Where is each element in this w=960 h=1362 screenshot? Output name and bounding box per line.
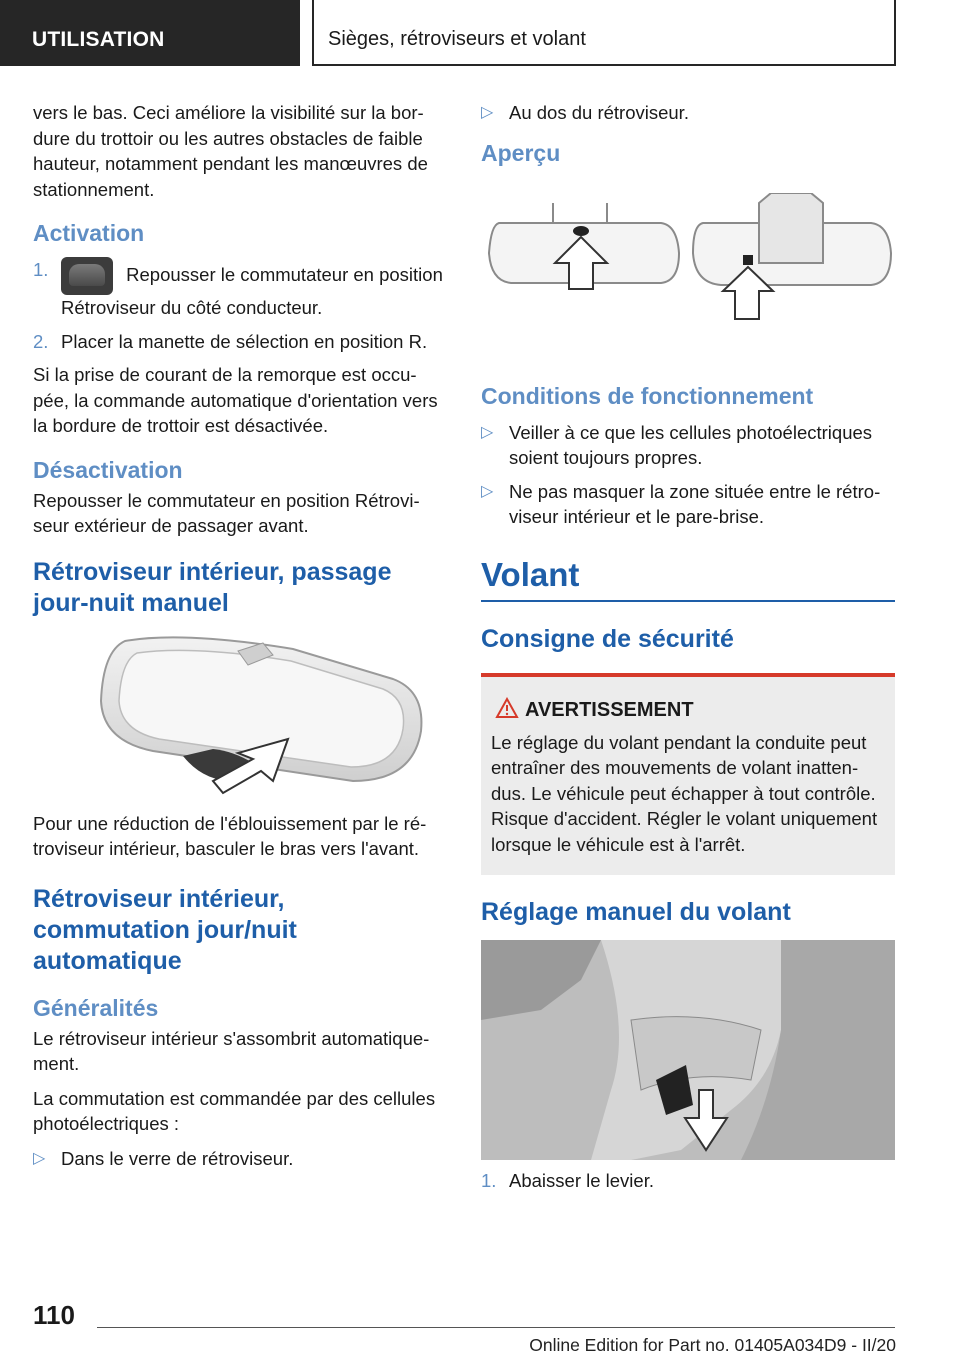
general-text-1: Le rétroviseur intérieur s'assombrit automatiquement. [33,1027,430,1074]
overview-heading: Aperçu [481,139,561,166]
chapter-title: Sièges, rétroviseurs et volant [312,0,896,66]
step-text: Repousser le commutateur en position Rétroviseur du côté conducteur. [61,263,443,318]
activation-note: Si la prise de courant de la remorque est occupée, la commande automatique d'orientation vers la bordure de trottoir est désactivée. [33,364,438,436]
step-text: Abaisser le levier. [509,1170,654,1191]
activation-heading: Activation [33,220,145,246]
page-header [0,0,960,66]
conditions-bullets [481,420,895,530]
safety-heading: Consigne de sécurité [481,624,734,653]
deactivation-heading: Désactivation [33,456,183,483]
right-column [481,100,895,1202]
bullet-text: Veiller à ce que les cellules photoélectriques soient toujours propres. [509,421,873,468]
footer-divider [97,1327,895,1328]
bullet-text: Ne pas masquer la zone située entre le rétroviseur intérieur et le pare-brise. [509,480,881,527]
triangle-bullet-icon: ▷ [481,482,494,500]
intro-paragraph: vers le bas. Ceci améliore la visibilité sur la bordure du trottoir ou les autres obstacles de faible hauteur, notamment pendant les manœuvres de stationnement. [33,102,428,200]
warning-title-text: AVERTISSEMENT [525,698,694,721]
triangle-bullet-icon: ▷ [33,1149,46,1167]
mirror-switch-icon [61,257,113,295]
general-heading: Généralités [33,994,159,1021]
manual-dimming-heading: Rétroviseur intérieur, passage jour-nuit manuel [33,557,392,617]
manual-dimming-text: Pour une réduction de l'éblouissement par le rétroviseur intérieur, basculer le bras vers l'avant. [33,812,427,859]
general-text-2: La commutation est commandée par des cellules photoélectriques : [33,1087,436,1134]
general-bullets [33,1146,445,1172]
list-item [33,1146,445,1172]
step-number: 1. [33,259,49,280]
conditions-heading: Conditions de fonctionnement [481,382,814,409]
warning-title [491,699,885,722]
list-item [481,420,895,471]
step-text: Placer la manette de sélection en position R. [61,330,428,352]
interior-mirror-illustration [33,631,445,801]
left-column [33,100,445,1179]
triangle-bullet-icon: ▷ [481,423,494,441]
warning-text: Le réglage du volant pendant la conduite peut entraîner des mouvements de volant inattendus. Le véhicule peut échapper à tout contrôle. Risque d'accident. Régler le volant uniquement lorsque le véhicule est à l'arrêt. [491,731,878,855]
sensor-bullets [481,100,895,126]
activation-steps [33,257,445,354]
manual-adjust-heading: Réglage manuel du volant [481,898,791,926]
step-number: 1. [481,1170,497,1191]
warning-box [481,673,895,876]
warning-triangle-icon [495,697,519,719]
page-number: 110 [33,1300,75,1330]
step-number: 2. [33,330,49,352]
heading-divider [481,600,895,602]
list-item [33,257,445,321]
steering-column-lever-illustration [481,940,895,1160]
auto-dimming-heading: Rétroviseur intérieur, commutation jour/nuit automatique [33,884,297,975]
steering-wheel-heading: Volant [481,555,580,593]
photocell-location-illustration [481,193,895,343]
list-item [33,329,445,355]
triangle-bullet-icon: ▷ [481,104,494,121]
bullet-text: Dans le verre de rétroviseur. [61,1147,294,1169]
section-tab: UTILISATION [0,0,300,66]
edition-info: Online Edition for Part no. 01405A034D9 - II/20 [529,1335,896,1355]
deactivation-text: Repousser le commutateur en position Rétroviseur extérieur de passager avant. [33,489,420,536]
list-item [481,1168,895,1194]
list-item [481,100,895,126]
adjust-steps [481,1168,895,1194]
bullet-text: Au dos du rétroviseur. [509,102,689,123]
list-item [481,479,895,530]
